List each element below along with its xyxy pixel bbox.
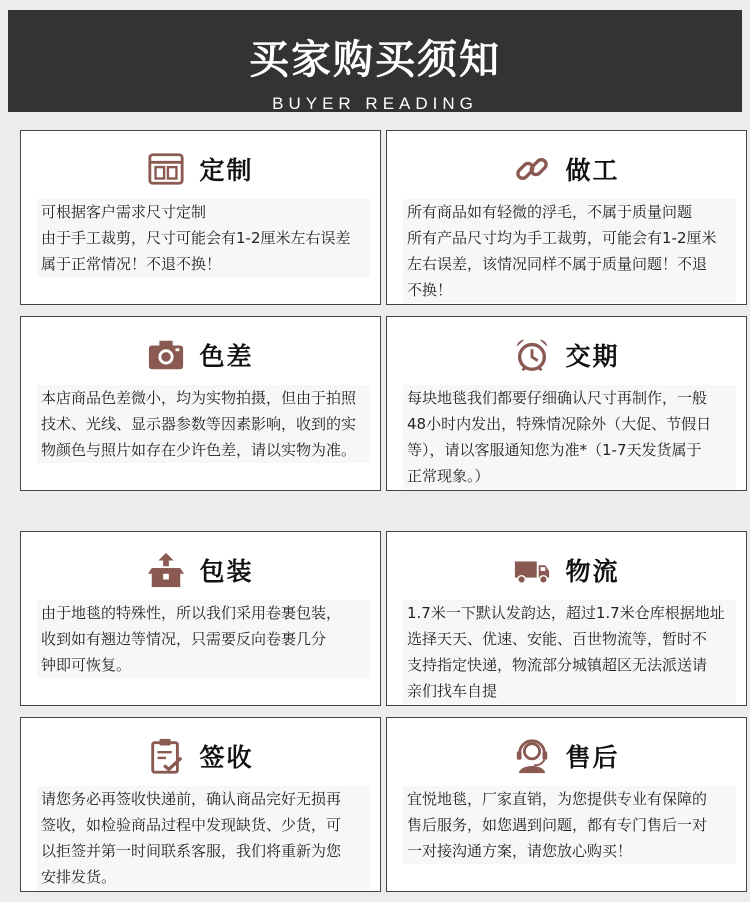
card-body [403, 385, 736, 489]
notice-card-7 [20, 717, 381, 892]
camera-icon [147, 336, 185, 374]
card-title: 色差 [199, 342, 254, 371]
card-body-line: 所有产品尺寸均为手工裁剪，可能会有1-2厘米 [407, 229, 717, 247]
card-body-line: 技术、光线、显示器参数等因素影响，收到的实 [41, 415, 357, 433]
notice-card-8 [386, 717, 747, 892]
alarm-clock-icon [513, 336, 551, 374]
card-title: 做工 [565, 156, 620, 185]
card-body-line: 售后服务，如您遇到问题，都有专门售后一对 [407, 816, 708, 834]
card-body-line: 安排发货。 [41, 868, 117, 886]
card-body [37, 600, 370, 678]
notice-card-5 [20, 531, 381, 706]
card-title: 售后 [565, 743, 620, 772]
card-body-line: 签收，如检验商品过程中发现缺货、少货，可 [41, 816, 342, 834]
card-header [387, 335, 746, 375]
card-body-line: 请您务必再签收快递前，确认商品完好无损再 [41, 790, 342, 808]
card-body-line: 由于手工裁剪，尺寸可能会有1-2厘米左右误差 [41, 229, 351, 247]
card-body-line: 一对接沟通方案，请您放心购买！ [407, 842, 633, 860]
card-body-line: 等），请以客服通知您为准*（1-7天发货属于 [407, 441, 702, 459]
card-body [403, 600, 736, 704]
card-body [37, 385, 370, 463]
notice-card-1 [20, 130, 381, 305]
card-body-line: 正常现象。） [407, 467, 490, 485]
card-body-line: 亲们找车自提 [407, 682, 498, 700]
header-banner [8, 10, 742, 112]
page-subtitle: BUYER READING [272, 94, 478, 113]
card-title: 交期 [565, 342, 620, 371]
card-body-line: 属于正常情况！不退不换！ [41, 255, 222, 273]
card-body-line: 钟即可恢复。 [41, 656, 132, 674]
card-body-line: 可根据客户需求尺寸定制 [41, 203, 207, 221]
card-header [21, 550, 380, 590]
card-header [21, 736, 380, 776]
card-body-line: 1.7米一下默认发韵达，超过1.7米仓库根据地址 [407, 604, 725, 622]
card-body-line: 本店商品色差微小，均为实物拍摄，但由于拍照 [41, 389, 357, 407]
card-body-line: 支持指定快递，物流部分城镇超区无法派送请 [407, 656, 708, 674]
card-title: 包装 [199, 557, 254, 586]
card-title: 定制 [199, 156, 254, 185]
card-body-line: 每块地毯我们都要仔细确认尺寸再制作，一般 [407, 389, 708, 407]
truck-icon [513, 551, 551, 589]
card-body-line: 48小时内发出，特殊情况除外（大促、节假日 [407, 415, 712, 433]
clipboard-check-icon [147, 737, 185, 775]
card-header [21, 149, 380, 189]
card-title: 物流 [565, 557, 620, 586]
card-body-line: 宜悦地毯，厂家直销，为您提供专业有保障的 [407, 790, 708, 808]
card-body [403, 786, 736, 864]
card-body [403, 199, 736, 303]
notice-card-3 [20, 316, 381, 491]
card-header [21, 335, 380, 375]
notice-card-2 [386, 130, 747, 305]
card-body-line: 收到如有翘边等情况，只需要反向卷裹几分 [41, 630, 327, 648]
card-header [387, 736, 746, 776]
link-icon [513, 150, 551, 188]
headset-icon [513, 737, 551, 775]
card-body-line: 不换！ [407, 281, 453, 299]
card-body-line: 物颜色与照片如存在少许色差，请以实物为准。 [41, 441, 357, 459]
card-header [387, 550, 746, 590]
card-header [387, 149, 746, 189]
layout-icon [147, 150, 185, 188]
card-body-line: 以拒签并第一时间联系客服，我们将重新为您 [41, 842, 342, 860]
card-body-line: 所有商品如有轻微的浮毛，不属于质量问题 [407, 203, 693, 221]
card-body-line: 左右误差，该情况同样不属于质量问题！不退 [407, 255, 708, 273]
card-title: 签收 [199, 743, 254, 772]
page-title: 买家购买须知 [249, 37, 501, 83]
notice-card-4 [386, 316, 747, 491]
card-body [37, 199, 370, 277]
notice-card-6 [386, 531, 747, 706]
package-icon [147, 551, 185, 589]
card-body-line: 选择天天、优速、安能、百世物流等，暂时不 [407, 630, 708, 648]
card-body-line: 由于地毯的特殊性，所以我们采用卷裹包装， [41, 604, 342, 622]
card-body [37, 786, 370, 890]
